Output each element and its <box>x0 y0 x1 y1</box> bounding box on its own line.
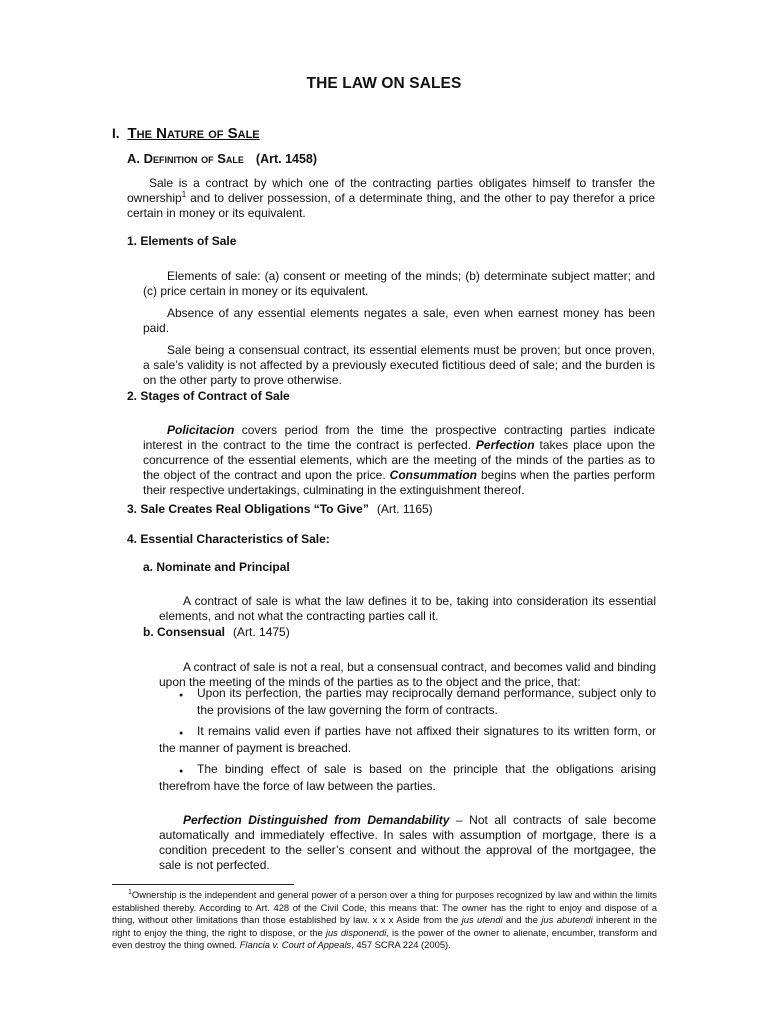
heading-consensual <box>143 625 290 640</box>
footnote-number: 1 <box>128 888 132 896</box>
footnote-italic-1: jus utendi <box>461 914 503 925</box>
footnote-text-3: inherent in the right to enjoy the thing, the right to dispose, or the <box>112 914 657 938</box>
consensual-title: b. Consensual <box>143 625 226 639</box>
stages-paragraph <box>143 411 655 510</box>
definition-text-cont: and to deliver possession, of a determinate thing, and the other to pay therefor a price certain in money or its equivalent. <box>127 191 655 220</box>
heading-elements-of-sale: 1. Elements of Sale <box>127 234 237 248</box>
heading-stages: 2. Stages of Contract of Sale <box>127 389 290 403</box>
subsection-article: (Art. 1458) <box>255 152 318 166</box>
footnote <box>112 889 657 952</box>
real-obligations-title: 3. Sale Creates Real Obligations “To Give” <box>127 502 369 516</box>
term-consummation: Consummation <box>389 468 477 482</box>
bullet-text: It remains valid even if parties have not affixed their signatures to its written form, or the manner of payment is breached. <box>159 724 656 755</box>
term-perfection: Perfection <box>475 438 535 452</box>
perfection-demandability-text: – Not all contracts of sale become automatically and immediately effective. In sales with assumption of mortgage, there is a condition precedent to the seller’s consent and without the approval of the mortgagee, the sale is not perfected. <box>159 813 656 872</box>
subsection-title: A. Definition of Sale <box>127 151 244 166</box>
real-obligations-article: (Art. 1165) <box>376 502 433 516</box>
section-heading <box>112 126 260 141</box>
consensual-proof-text: Sale being a consensual contract, its essential elements must be proven; but once proven, a sale’s validity is not affected by a previously executed fictitious deed of sale; and the burden is on the other party to prove otherwise. <box>143 343 655 387</box>
footnote-text-4: , is the power of the owner to alienate, encumber, transform and even destroy the thing owned. <box>112 926 657 950</box>
footnote-text-2: and the <box>502 914 542 925</box>
list-item <box>159 762 656 794</box>
bullet-icon: ● <box>179 768 184 775</box>
heading-real-obligations <box>127 502 433 517</box>
elements-text: Elements of sale: (a) consent or meeting of the minds; (b) determinate subject matter; and (c) price certain in money or its equivalent. <box>143 269 655 298</box>
consensual-text: A contract of sale is not a real, but a consensual contract, and becomes valid and binding upon the meeting of the minds of the parties as to the object and the price, that: <box>159 660 656 689</box>
footnote-text-5: , 457 SCRA 224 (2005). <box>351 939 451 950</box>
document-title: THE LAW ON SALES <box>306 75 462 92</box>
stages-text-3: begins when the parties perform their respective undertakings, culminating in the extinguishment thereof. <box>143 468 655 497</box>
heading-nominate: a. Nominate and Principal <box>143 560 290 574</box>
bullet-text: Upon its perfection, the parties may reciprocally demand performance, subject only to the provisions of the law governing the form of contracts. <box>197 686 656 717</box>
subsection-heading <box>127 151 317 167</box>
stages-text-2: takes place upon the concurrence of the essential elements, which are the meeting of the minds of the parties as to the object of the contract and upon the price. <box>143 438 655 482</box>
term-policitacion: Policitacion <box>167 423 235 437</box>
absence-text: Absence of any essential elements negates a sale, even when earnest money has been paid. <box>143 306 655 335</box>
footnote-italic-2: jus abutendi <box>541 914 593 925</box>
section-title: The Nature of Sale <box>127 125 260 142</box>
term-perfection-demandability: Perfection Distinguished from Demandability <box>183 813 450 827</box>
definition-text: Sale is a contract by which one of the contracting parties obligates himself to transfer the ownership <box>127 176 655 205</box>
section-number: I. <box>112 126 120 141</box>
footnote-italic-3: jus disponendi <box>325 926 387 938</box>
footnote-case-citation: Flancia v. Court of Appeals <box>239 939 352 950</box>
definition-paragraph <box>127 176 655 221</box>
footnote-text-1: Ownership is the independent and general power of a person over a thing for purposes recognized by law and within the limits established thereby. According to Art. 428 of the Civil Code, this means that: The owner has the right to enjoy and dispose of a thing, without other limitations than those established by law. x x x Aside from the <box>112 889 657 925</box>
perfection-demandability-paragraph <box>159 801 656 885</box>
consensual-article: (Art. 1475) <box>233 625 290 639</box>
bullet-icon: ● <box>179 730 184 737</box>
footnote-ref: 1 <box>181 190 187 199</box>
bullet-icon: ● <box>179 692 184 699</box>
footnote-divider <box>112 884 294 885</box>
stages-text-1: covers period from the time the prospective contracting parties indicate interest in the contract to the time the contract is perfected. <box>143 423 655 452</box>
bullet-text: The binding effect of sale is based on the principle that the obligations arising therefrom have the force of law between the parties. <box>159 762 656 793</box>
list-item <box>159 724 656 756</box>
heading-characteristics: 4. Essential Characteristics of Sale: <box>127 532 330 546</box>
list-item <box>159 686 656 718</box>
nominate-text: A contract of sale is what the law defines it to be, taking into consideration its essential elements, and not what the contracting parties call it. <box>159 594 656 623</box>
